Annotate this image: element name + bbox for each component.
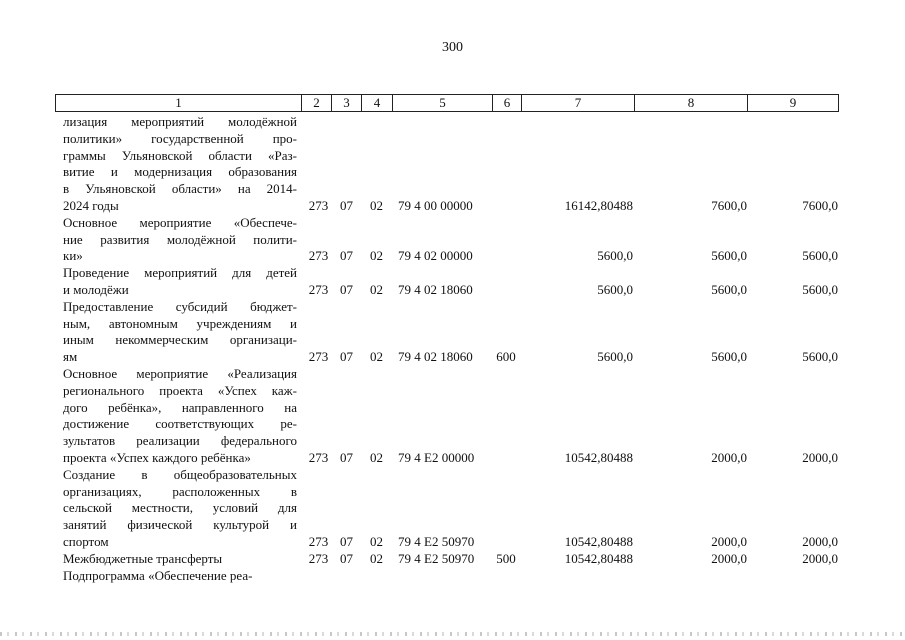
cell-c8: 5600,0 bbox=[711, 281, 747, 297]
cell-c2: 273 bbox=[308, 198, 329, 213]
cell-c5: 79 4 E2 50970 bbox=[398, 533, 475, 549]
description-line: Основное мероприятие «Реализация bbox=[63, 366, 297, 381]
cell-c2: 273 bbox=[308, 550, 329, 566]
cell-c9: 2000,0 bbox=[802, 533, 838, 549]
cell-c5: 79 4 02 18060 bbox=[398, 281, 473, 297]
header-cell: 8 bbox=[634, 94, 748, 112]
cell-c9: 7600,0 bbox=[802, 198, 838, 213]
description-line: регионального проекта «Успех каж- bbox=[63, 382, 297, 398]
row-description bbox=[63, 467, 297, 551]
description-line: Основное мероприятие «Обеспече- bbox=[63, 214, 297, 230]
description-line: зультатов реализации федерального bbox=[63, 433, 297, 449]
cell-c7: 10542,80488 bbox=[564, 450, 633, 465]
description-line: 2024 годы bbox=[63, 197, 119, 213]
cell-c5: 79 4 E2 50970 bbox=[398, 550, 475, 566]
cell-c7: 10542,80488 bbox=[564, 550, 633, 566]
description-line: Межбюджетные трансферты bbox=[63, 550, 223, 566]
cell-c8: 5600,0 bbox=[711, 248, 747, 264]
cell-c2: 273 bbox=[308, 349, 329, 365]
description-line: Подпрограмма «Обеспечение реа- bbox=[63, 567, 253, 583]
description-line: лизация мероприятий молодёжной bbox=[63, 114, 297, 129]
row-description bbox=[63, 114, 297, 215]
row-description bbox=[63, 215, 297, 265]
cell-c4: 02 bbox=[370, 533, 383, 549]
cell-c7: 10542,80488 bbox=[564, 533, 633, 549]
cell-c2: 273 bbox=[308, 533, 329, 549]
header-cell: 7 bbox=[521, 94, 635, 112]
cell-c3: 07 bbox=[340, 198, 353, 213]
cell-c4: 02 bbox=[370, 450, 383, 465]
cell-c5: 79 4 02 18060 bbox=[398, 349, 473, 365]
description-line: в Ульяновской области» на 2014- bbox=[63, 181, 297, 197]
cell-c7: 5600,0 bbox=[597, 248, 633, 264]
description-line: проекта «Успех каждого ребёнка» bbox=[63, 449, 251, 465]
cell-c8: 2000,0 bbox=[711, 550, 747, 566]
cell-c9: 5600,0 bbox=[802, 281, 838, 297]
cell-c7: 5600,0 bbox=[597, 281, 633, 297]
cell-c4: 02 bbox=[370, 248, 383, 264]
header-cell: 6 bbox=[492, 94, 522, 112]
cell-c6: 600 bbox=[496, 349, 516, 365]
header-cell: 9 bbox=[747, 94, 839, 112]
description-line: дого ребёнка», направленного на bbox=[63, 399, 297, 415]
cell-c3: 07 bbox=[340, 281, 353, 297]
description-line: организациях, расположенных в bbox=[63, 483, 297, 499]
cell-c9: 2000,0 bbox=[802, 550, 838, 566]
description-line: Создание в общеобразовательных bbox=[63, 466, 297, 482]
cell-c2: 273 bbox=[308, 248, 329, 264]
cell-c8: 7600,0 bbox=[711, 198, 747, 213]
row-description bbox=[63, 568, 297, 585]
description-line: Предоставление субсидий бюджет- bbox=[63, 298, 297, 314]
description-line: занятий физической культурой и bbox=[63, 517, 297, 533]
cell-c7: 5600,0 bbox=[597, 349, 633, 365]
description-line: ным, автономным учреждениям и bbox=[63, 315, 297, 331]
header-cell: 3 bbox=[331, 94, 362, 112]
cell-c7: 16142,80488 bbox=[564, 198, 633, 213]
header-cell: 1 bbox=[55, 94, 302, 112]
description-line: иным некоммерческим организаци- bbox=[63, 332, 297, 348]
description-line: ям bbox=[63, 349, 78, 365]
description-line: ки» bbox=[63, 248, 83, 264]
cell-c2: 273 bbox=[308, 281, 329, 297]
description-line: сельской местности, условий для bbox=[63, 500, 297, 516]
description-line: и молодёжи bbox=[63, 281, 129, 297]
cell-c9: 2000,0 bbox=[802, 450, 838, 465]
description-line: спортом bbox=[63, 533, 109, 549]
description-line: политики» государственной про- bbox=[63, 130, 297, 146]
row-description bbox=[63, 366, 297, 467]
cell-c5: 79 4 00 00000 bbox=[398, 198, 473, 213]
cell-c2: 273 bbox=[308, 450, 329, 465]
cell-c8: 2000,0 bbox=[711, 450, 747, 465]
cell-c8: 2000,0 bbox=[711, 533, 747, 549]
row-description bbox=[63, 299, 297, 366]
cell-c9: 5600,0 bbox=[802, 248, 838, 264]
description-line: ние развития молодёжной полити- bbox=[63, 231, 297, 247]
header-cell: 4 bbox=[361, 94, 393, 112]
row-description bbox=[63, 265, 297, 299]
cell-c4: 02 bbox=[370, 198, 383, 213]
row-description bbox=[63, 551, 297, 568]
page-number: 300 bbox=[442, 40, 463, 55]
cell-c3: 07 bbox=[340, 550, 353, 566]
description-line: достижение соответствующих ре- bbox=[63, 416, 297, 432]
header-cell: 5 bbox=[392, 94, 493, 112]
description-line: Проведение мероприятий для детей bbox=[63, 265, 297, 281]
cell-c5: 79 4 02 00000 bbox=[398, 248, 473, 264]
cell-c3: 07 bbox=[340, 533, 353, 549]
cell-c9: 5600,0 bbox=[802, 349, 838, 365]
cell-c3: 07 bbox=[340, 450, 353, 465]
cell-c4: 02 bbox=[370, 349, 383, 365]
cell-c8: 5600,0 bbox=[711, 349, 747, 365]
cell-c4: 02 bbox=[370, 550, 383, 566]
cell-c4: 02 bbox=[370, 281, 383, 297]
cell-c3: 07 bbox=[340, 248, 353, 264]
header-cell: 2 bbox=[301, 94, 332, 112]
cell-c3: 07 bbox=[340, 349, 353, 365]
cell-c5: 79 4 E2 00000 bbox=[398, 450, 475, 465]
scan-noise bbox=[0, 632, 905, 636]
description-line: граммы Ульяновской области «Раз- bbox=[63, 147, 297, 163]
cell-c6: 500 bbox=[496, 550, 516, 566]
description-line: витие и модернизация образования bbox=[63, 164, 297, 180]
